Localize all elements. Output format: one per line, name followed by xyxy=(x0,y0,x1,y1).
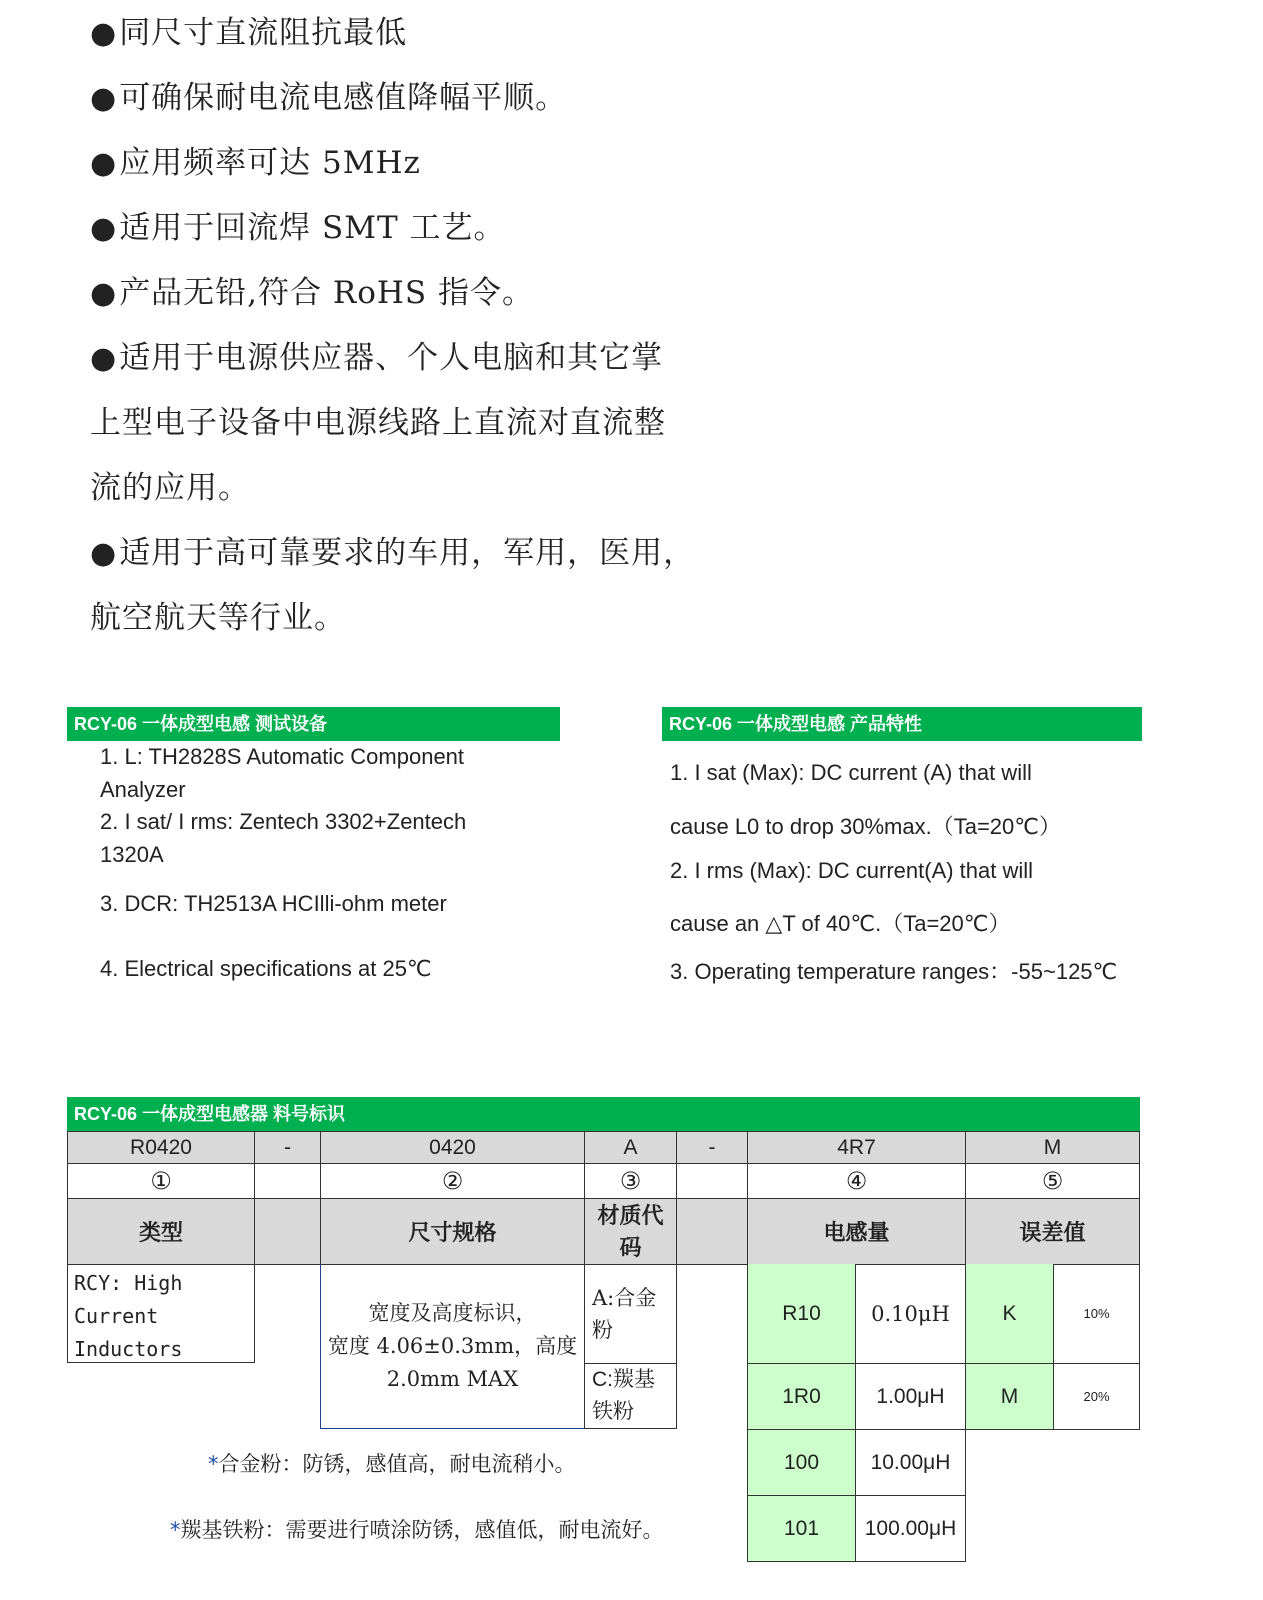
bullet-icon: ● xyxy=(90,16,118,51)
feature-line: 航空航天等行业。 xyxy=(90,600,346,636)
feature-line: ●适用于回流焊 SMT 工艺。 xyxy=(90,210,506,246)
index-material: ③ xyxy=(584,1163,677,1199)
test-equipment-line: 1320A xyxy=(100,842,164,867)
inductance-code: 1R0 xyxy=(747,1363,856,1430)
type-description: RCY: High Current Inductors xyxy=(67,1264,255,1363)
feature-line: 流的应用。 xyxy=(90,470,250,506)
index-inductance: ④ xyxy=(747,1163,966,1199)
characteristics-line: 2. I rms (Max): DC current(A) that will xyxy=(670,858,1034,883)
characteristics-title: RCY-06 一体成型电感 产品特性 xyxy=(662,707,1142,741)
note-alloy: *合金粉：防锈，感值高，耐电流稍小。 xyxy=(208,1452,576,1476)
bullet-icon: ● xyxy=(90,211,118,246)
bullet-icon: ● xyxy=(90,81,118,116)
bullet-icon: ● xyxy=(90,146,118,181)
header-type: 类型 xyxy=(67,1198,255,1265)
feature-line: ●适用于高可靠要求的车用，军用，医用， xyxy=(90,535,696,571)
index-tolerance: ⑤ xyxy=(965,1163,1140,1199)
code-dash: - xyxy=(254,1131,321,1164)
feature-line: ●适用于电源供应器、个人电脑和其它掌 xyxy=(90,340,664,376)
inductance-value: 1.00μH xyxy=(855,1363,966,1430)
test-equipment-title: RCY-06 一体成型电感 测试设备 xyxy=(67,707,560,741)
test-equipment-line: 3. DCR: TH2513A HCIlli-ohm meter xyxy=(100,891,447,916)
test-equipment-line: Analyzer xyxy=(100,777,186,802)
test-equipment-line: 2. I sat/ I rms: Zentech 3302+Zentech xyxy=(100,809,467,834)
feature-line: ●同尺寸直流阻抗最低 xyxy=(90,15,408,51)
index-empty xyxy=(676,1163,748,1199)
note-carbonyl: *羰基铁粉：需要进行喷涂防锈，感值低，耐电流好。 xyxy=(170,1518,664,1542)
header-empty xyxy=(676,1198,748,1265)
inductance-code: 100 xyxy=(747,1429,856,1496)
index-type: ① xyxy=(67,1163,255,1199)
feature-line: ●可确保耐电流电感值降幅平顺。 xyxy=(90,80,568,116)
code-size: 0420 xyxy=(320,1131,585,1164)
code-dash: - xyxy=(676,1131,748,1164)
header-size: 尺寸规格 xyxy=(320,1198,585,1265)
tolerance-value: 10% xyxy=(1053,1264,1140,1364)
code-type: R0420 xyxy=(67,1131,255,1164)
tolerance-code: M xyxy=(965,1363,1054,1430)
size-description: 宽度及高度标识， 宽度 4.06±0.3mm，高度 2.0mm MAX xyxy=(320,1264,585,1429)
feature-line: ●产品无铅,符合 RoHS 指令。 xyxy=(90,275,535,311)
feature-line: ●应用频率可达 5MHz xyxy=(90,145,421,181)
characteristics-line: 1. I sat (Max): DC current (A) that will xyxy=(670,760,1032,785)
part-number-title: RCY-06 一体成型电感器 料号标识 xyxy=(67,1097,1140,1131)
inductance-code: R10 xyxy=(747,1264,856,1364)
header-tolerance: 误差值 xyxy=(965,1198,1140,1265)
bullet-icon: ● xyxy=(90,536,118,571)
code-material: A xyxy=(584,1131,677,1164)
bullet-icon: ● xyxy=(90,276,118,311)
bullet-icon: ● xyxy=(90,341,118,376)
header-empty xyxy=(254,1198,321,1265)
test-equipment-line: 1. L: TH2828S Automatic Component xyxy=(100,744,465,769)
index-size: ② xyxy=(320,1163,585,1199)
inductance-value: 0.10μH xyxy=(855,1264,966,1364)
material-alloy: A:合金粉 xyxy=(584,1264,677,1364)
material-carbonyl: C:羰基铁粉 xyxy=(584,1363,677,1429)
inductance-code: 101 xyxy=(747,1495,856,1562)
header-material: 材质代码 xyxy=(584,1198,677,1265)
characteristics-line: cause an △T of 40℃.（Ta=20℃） xyxy=(670,911,1011,936)
header-inductance: 电感量 xyxy=(747,1198,966,1265)
tolerance-code: K xyxy=(965,1264,1054,1364)
code-tolerance: M xyxy=(965,1131,1140,1164)
index-empty xyxy=(254,1163,321,1199)
code-inductance: 4R7 xyxy=(747,1131,966,1164)
inductance-value: 10.00μH xyxy=(855,1429,966,1496)
characteristics-line: 3. Operating temperature ranges：-55~125℃ xyxy=(670,959,1118,984)
tolerance-value: 20% xyxy=(1053,1363,1140,1430)
feature-line: 上型电子设备中电源线路上直流对直流整 xyxy=(90,405,666,441)
inductance-value: 100.00μH xyxy=(855,1495,966,1562)
test-equipment-line: 4. Electrical specifications at 25℃ xyxy=(100,956,432,981)
characteristics-line: cause L0 to drop 30%max.（Ta=20℃） xyxy=(670,814,1061,839)
